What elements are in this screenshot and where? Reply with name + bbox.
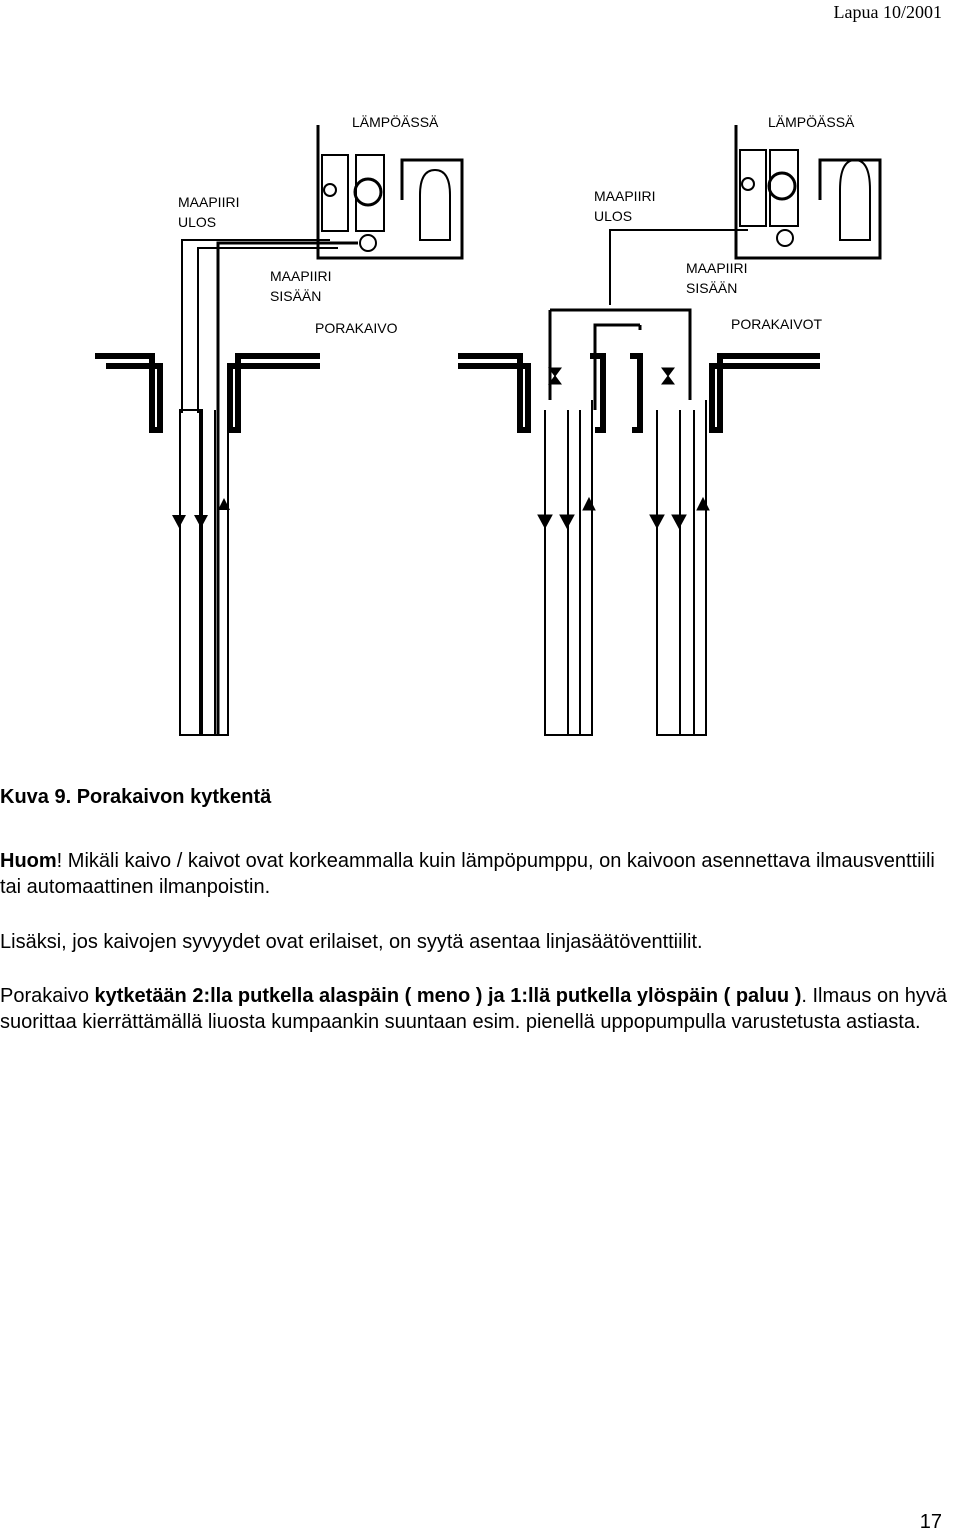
paragraph-3-bold: kytketään 2:lla putkella alaspäin ( meno ) ja 1:llä putkella ylöspäin ( paluu )	[94, 985, 802, 1007]
ground-loop-in-label-left: MAAPIIRI SISÄÄN	[270, 268, 332, 304]
paragraph-3	[0, 983, 960, 1035]
circulation-pump-icon-left	[360, 235, 376, 251]
flow-up-arrow	[697, 498, 709, 510]
note-paragraph	[0, 848, 960, 900]
compressor-icon-left	[355, 179, 381, 205]
flow-up-arrow	[583, 498, 595, 510]
valve-icon	[662, 368, 674, 376]
paragraph-3-end: . Ilmaus on hyvä suorittaa kierrättämällä liuosta kumpaankin suuntaan esim. pienellä uppopumpulla varustetusta astiasta.	[0, 985, 947, 1033]
diagram-drawing	[0, 100, 960, 750]
well-connection-diagram	[0, 100, 960, 750]
heat-pump-label-right: LÄMPÖÄSSÄ	[768, 114, 855, 130]
note-text: ! Mikäli kaivo / kaivot ovat korkeammalla kuin lämpöpumppu, on kaivoon asennettava ilmausventtiili tai automaattinen ilmanpoistin.	[0, 850, 935, 898]
gauge-icon-right	[742, 178, 754, 190]
ground-loop-out-label-right: MAAPIIRI ULOS	[594, 188, 656, 224]
paragraph-2: Lisäksi, jos kaivojen syvyydet ovat erilaiset, on syytä asentaa linjasäätöventtiilit.	[0, 931, 703, 953]
flow-down-arrow	[194, 515, 208, 528]
heat-pump-label-left: LÄMPÖÄSSÄ	[352, 114, 439, 130]
flow-down-arrow	[672, 515, 686, 528]
heat-pump-enclosure-right	[736, 125, 880, 258]
flow-down-arrow	[650, 515, 664, 528]
tank-icon-left	[420, 170, 450, 240]
heat-pump-enclosure-left	[318, 125, 462, 258]
flow-down-arrow	[172, 515, 186, 528]
compressor-icon-right	[769, 173, 795, 199]
paragraph-3-start: Porakaivo	[0, 985, 95, 1007]
gauge-icon-left	[324, 184, 336, 196]
figure-caption: Kuva 9. Porakaivon kytkentä	[0, 786, 272, 808]
well-label-left: PORAKAIVO	[315, 320, 398, 336]
circulation-pump-icon-right	[777, 230, 793, 246]
page-number: 17	[919, 1511, 942, 1533]
well-label-right: PORAKAIVOT	[731, 316, 823, 332]
ground-loop-out-label-left: MAAPIIRI ULOS	[178, 194, 240, 230]
page-header: Lapua 10/2001	[833, 2, 942, 22]
tank-icon-right	[840, 160, 870, 240]
note-prefix: Huom	[0, 850, 57, 872]
ground-loop-in-label-right: MAAPIIRI SISÄÄN	[686, 260, 748, 296]
flow-down-arrow	[560, 515, 574, 528]
flow-down-arrow	[538, 515, 552, 528]
